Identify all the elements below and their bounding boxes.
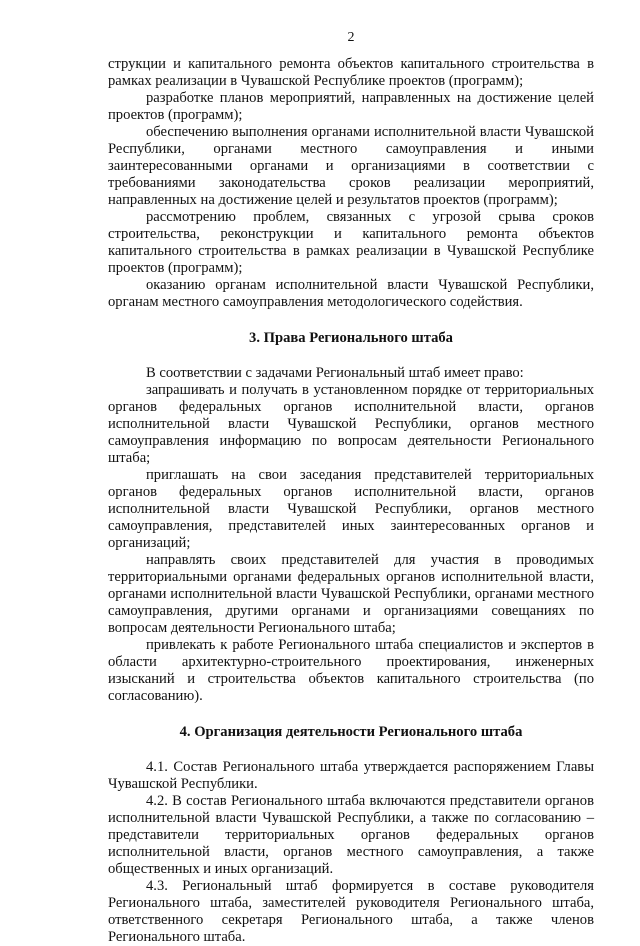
paragraph: привлекать к работе Регионального штаба специалистов и экспертов в области архитектурно-строительного проектирования, инженерных изысканий и строительства объектов капитального строительства (по согласованию). (108, 637, 594, 704)
section-3-body (108, 365, 594, 705)
section-2-continuation (108, 56, 594, 311)
paragraph: 4.3. Региональный штаб формируется в составе руководителя Регионального штаба, заместителей руководителя Регионального штаба, ответственного секретаря Регионального штаба, а также членов Регионального штаба. (108, 878, 594, 945)
section-3-heading: 3. Права Регионального штаба (249, 330, 453, 346)
paragraph: 4.2. В состав Регионального штаба включаются представители органов исполнительной власти Чувашской Республики, а также по согласованию – представители территориальных органов федеральных органов исполнительной власти, органов местного самоуправления, а также общественных и иных организаций. (108, 793, 594, 877)
paragraph: 4.1. Состав Регионального штаба утверждается распоряжением Главы Чувашской Республики. (108, 759, 594, 792)
paragraph: оказанию органам исполнительной власти Чувашской Республики, органам местного самоуправления методологического содействия. (108, 277, 594, 310)
paragraph: В соответствии с задачами Региональный штаб имеет право: (146, 365, 524, 381)
paragraph: запрашивать и получать в установленном порядке от территориальных органов федеральных органов исполнительной власти, органов исполнительной власти Чувашской Республики, органов местного самоуправления информацию по вопросам деятельности Регионального штаба; (108, 382, 594, 466)
paragraph: рассмотрению проблем, связанных с угрозой срыва сроков строительства, реконструкции и капитального ремонта объектов капитального строительства в рамках реализации в Чувашской Республике проектов (программ); (108, 209, 594, 276)
section-4-body (108, 759, 594, 946)
paragraph: приглашать на свои заседания представителей территориальных органов федеральных органов исполнительной власти, органов исполнительной власти Чувашской Республики, органов местного самоуправления, представителей иных заинтересованных органов и организаций; (108, 467, 594, 551)
document-page (108, 30, 594, 946)
section-4-heading: 4. Организация деятельности Регионального штаба (179, 724, 523, 740)
paragraph: разработке планов мероприятий, направленных на достижение целей проектов (программ); (108, 90, 594, 123)
paragraph: обеспечению выполнения органами исполнительной власти Чувашской Республики, органами местного самоуправления и иными заинтересованными органами и организациями в соответствии с требованиями законодательства сроков реализации мероприятий, направленных на достижение целей и результатов проектов (программ); (108, 124, 594, 208)
page-number: 2 (347, 30, 355, 45)
paragraph: направлять своих представителей для участия в проводимых территориальными органами федеральных органов исполнительной власти, органами исполнительной власти Чувашской Республики, органами местного самоуправления, другими органами и организациями совещаниях по вопросам деятельности Регионального штаба; (108, 552, 594, 636)
paragraph: струкции и капитального ремонта объектов капитального строительства в рамках реализации в Чувашской Республике проектов (программ); (108, 56, 594, 89)
